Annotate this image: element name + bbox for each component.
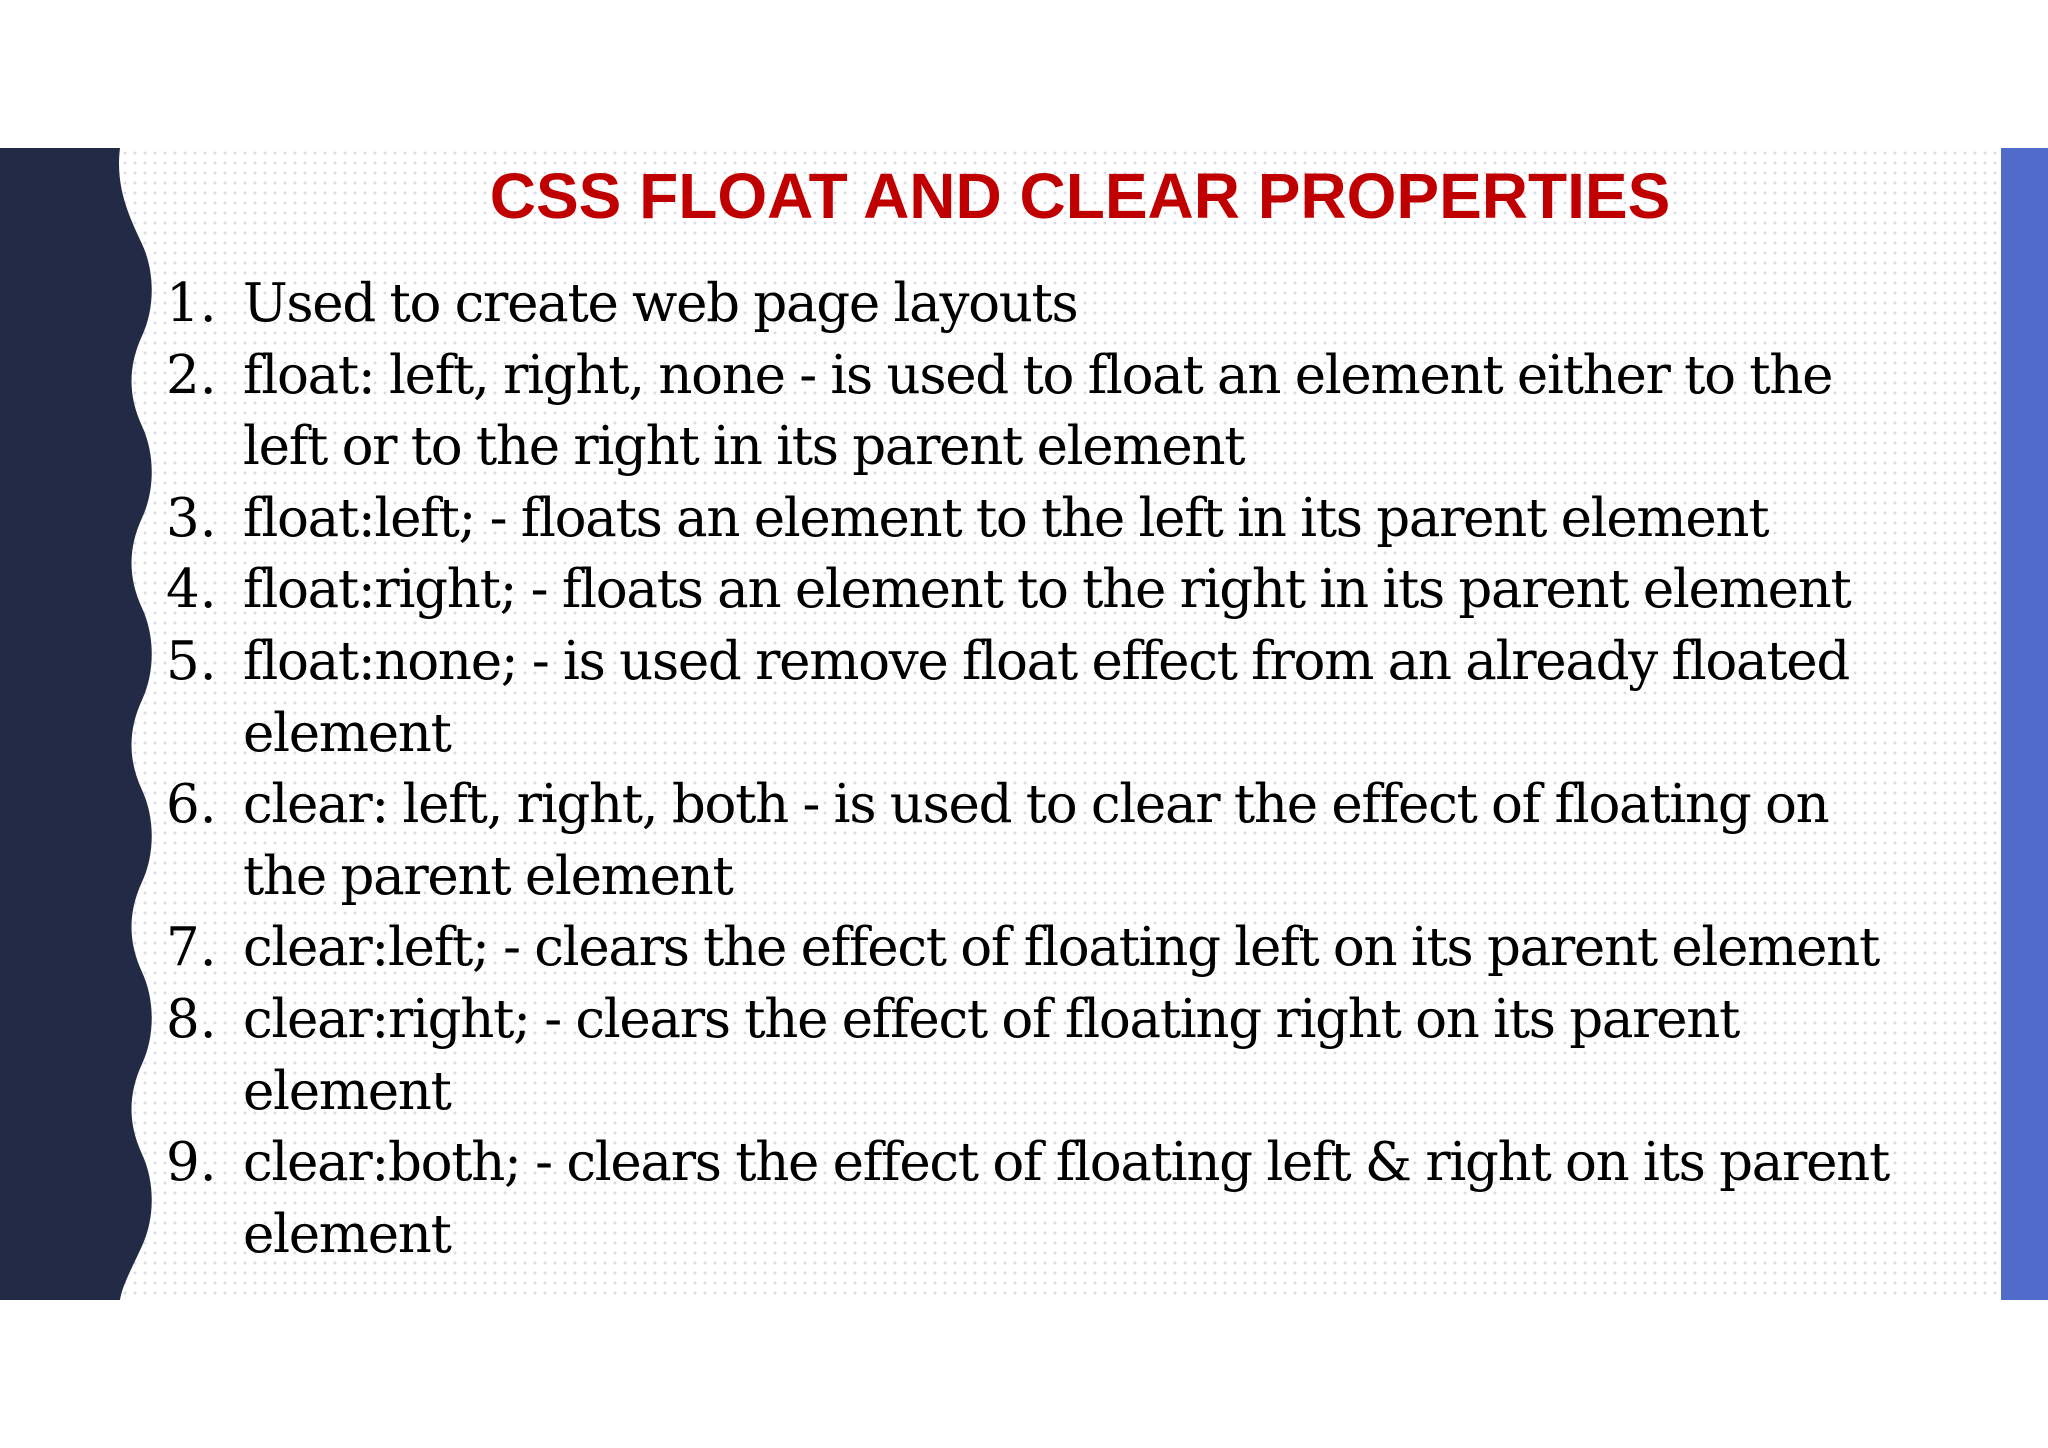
- list-item-text: float:left; - floats an element to the left in its parent element: [243, 487, 1769, 549]
- wavy-side-band: [0, 148, 160, 1300]
- property-list: [160, 268, 1920, 1270]
- list-item: [160, 984, 1920, 1127]
- list-item: [160, 912, 1920, 984]
- list-item: [160, 554, 1920, 626]
- list-item-text: float: left, right, none - is used to float an element either to the left or to the right in its parent element: [243, 344, 1833, 478]
- slide: [0, 148, 2048, 1300]
- list-item-number: 8.: [166, 988, 217, 1050]
- list-item-number: 4.: [166, 559, 217, 621]
- list-item-text: float:none; - is used remove float effect from an already floated element: [243, 630, 1850, 764]
- list-item: [160, 268, 1920, 340]
- list-item-text: clear: left, right, both - is used to clear the effect of floating on the parent element: [243, 774, 1829, 907]
- list-item-number: 6.: [166, 774, 217, 836]
- list-item-number: 2.: [166, 344, 217, 406]
- list-item: [160, 626, 1920, 769]
- slide-title: CSS FLOAT AND CLEAR PROPERTIES: [489, 160, 1671, 232]
- list-item: [160, 769, 1920, 912]
- list-item-text: clear:both; - clears the effect of floating left & right on its parent element: [243, 1132, 1889, 1265]
- list-item: [160, 1127, 1920, 1270]
- list-item-number: 3.: [166, 487, 217, 549]
- list-item: [160, 340, 1920, 483]
- right-accent-bar: [2001, 148, 2048, 1300]
- list-item-text: float:right; - floats an element to the right in its parent element: [243, 559, 1851, 621]
- list-item-number: 1.: [166, 273, 217, 334]
- list-item-number: 7.: [166, 917, 217, 979]
- list-item: [160, 483, 1920, 555]
- list-item-number: 5.: [166, 630, 217, 692]
- list-item-number: 9.: [166, 1132, 217, 1194]
- list-item-text: clear:left; - clears the effect of floating left on its parent element: [243, 917, 1880, 979]
- list-item-text: Used to create web page layouts: [243, 273, 1078, 334]
- list-item-text: clear:right; - clears the effect of floating right on its parent element: [243, 988, 1740, 1122]
